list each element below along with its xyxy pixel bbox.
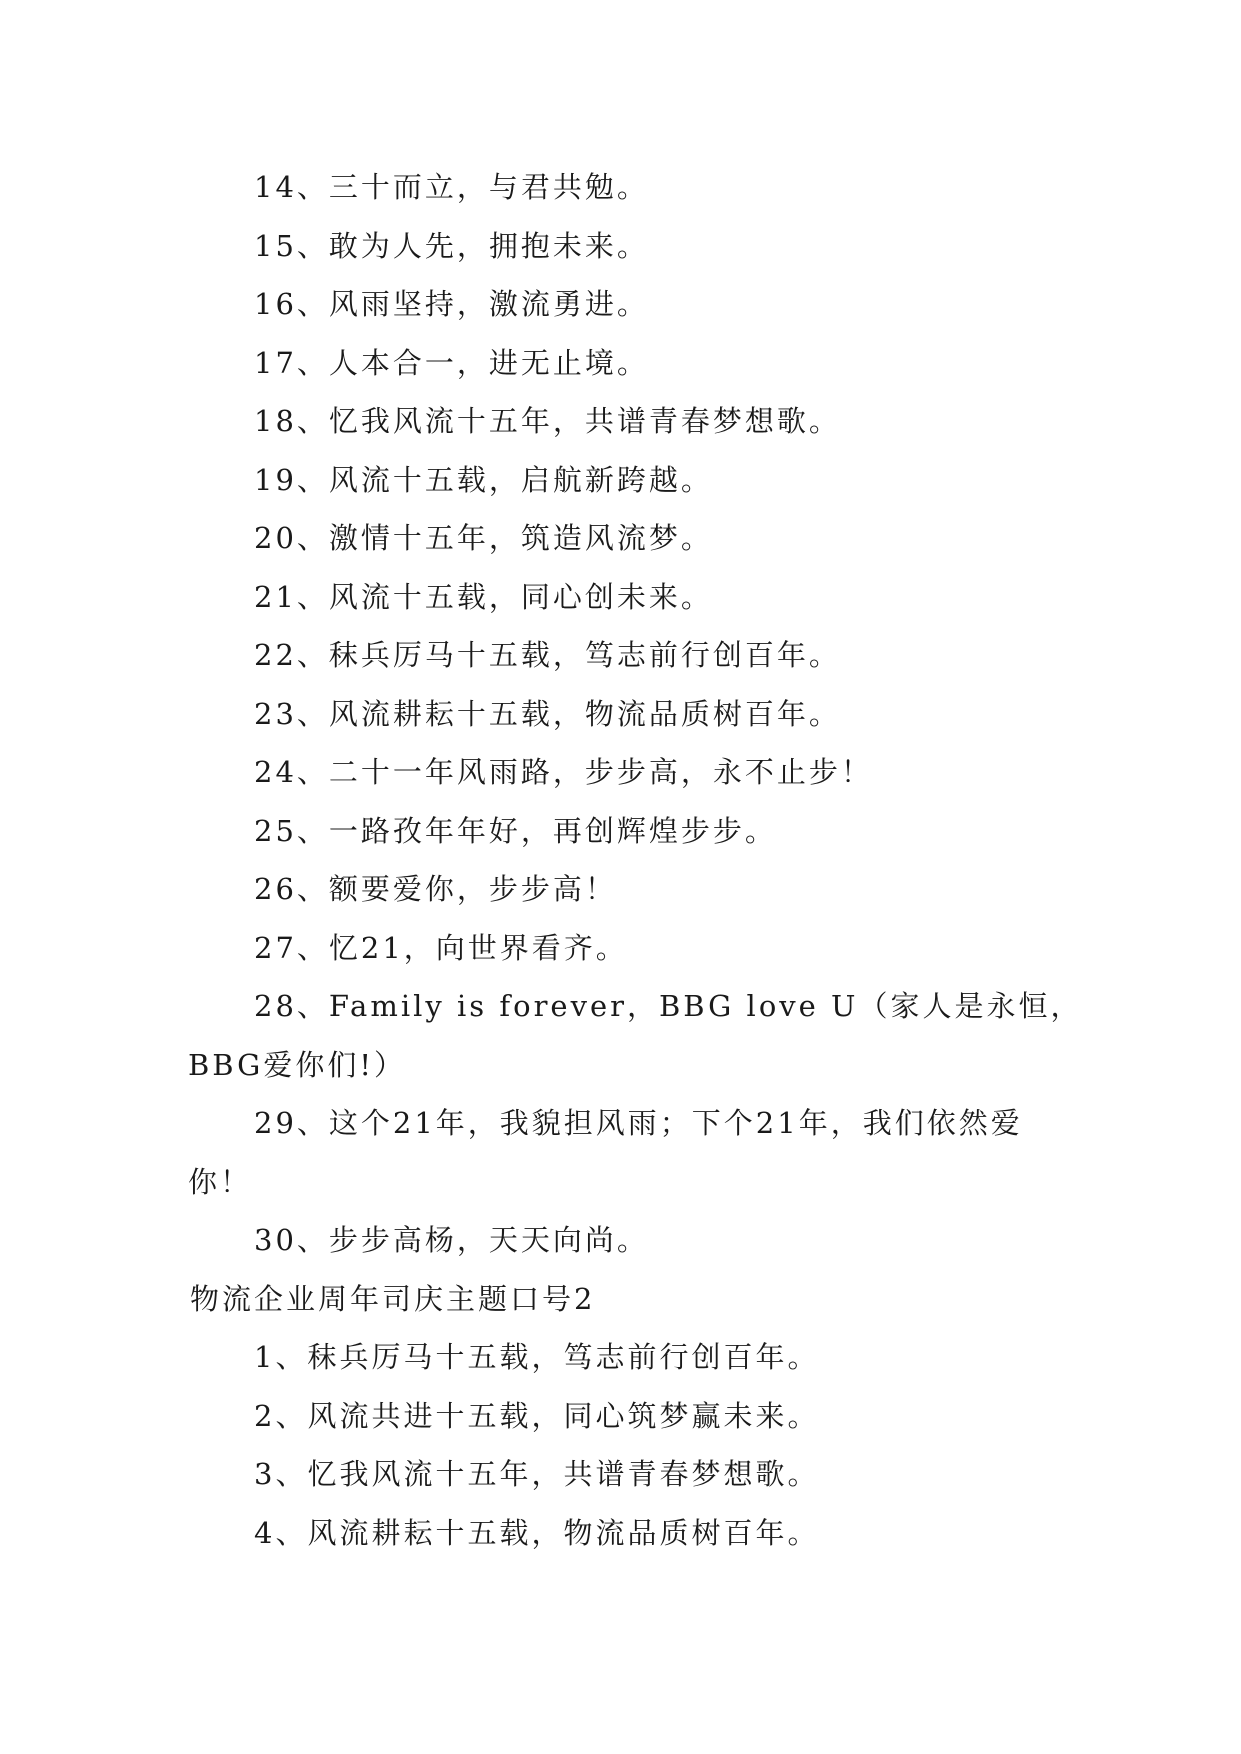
- slogan-item-29-line2: 你！: [188, 1164, 253, 1199]
- slogan-item-27: 27、忆21，向世界看齐。: [254, 930, 628, 965]
- slogan-item-23: 23、风流耕耘十五载，物流品质树百年。: [254, 696, 841, 731]
- slogan-item-19: 19、风流十五载，启航新跨越。: [254, 462, 713, 497]
- slogan-item-18: 18、忆我风流十五年，共谱青春梦想歌。: [254, 404, 841, 438]
- slogan-item-26: 26、额要爱你，步步高！: [254, 872, 617, 906]
- document-body: [188, 158, 1083, 1562]
- slogan-item-22: 22、秣兵厉马十五载，笃志前行创百年。: [254, 638, 841, 672]
- slogan2-item-1: 1、秣兵厉马十五载，笃志前行创百年。: [254, 1340, 820, 1374]
- slogan-item-15: 15、敢为人先，拥抱未来。: [254, 228, 649, 263]
- slogan2-item-3: 3、忆我风流十五年，共谱青春梦想歌。: [254, 1457, 820, 1491]
- slogan-item-28-line1: 28、Family is forever，BBG love U（家人是永恒，: [254, 989, 1083, 1023]
- slogan-item-17: 17、人本合一，进无止境。: [254, 345, 649, 380]
- section-heading: 物流企业周年司庆主题口号2: [190, 1281, 596, 1316]
- slogan-item-14: 14、三十而立，与君共勉。: [254, 170, 649, 204]
- slogan-item-25: 25、一路孜年年好，再创辉煌步步。: [254, 813, 777, 848]
- slogan-item-28-line2: BBG爱你们!）: [188, 1047, 406, 1082]
- slogan-item-16: 16、风雨坚持，激流勇进。: [254, 287, 649, 321]
- slogan-item-30: 30、步步高杨，天天向尚。: [254, 1223, 649, 1257]
- slogan2-item-4: 4、风流耕耘十五载，物流品质树百年。: [254, 1515, 820, 1550]
- slogan-item-29-line1: 29、这个21年，我貌担风雨；下个21年，我们依然爱: [254, 1106, 1023, 1140]
- slogan-item-20: 20、激情十五年，筑造风流梦。: [254, 521, 713, 555]
- slogan-item-21: 21、风流十五载，同心创未来。: [254, 579, 713, 614]
- slogan-item-24: 24、二十一年风雨路，步步高，永不止步！: [254, 755, 873, 789]
- slogan2-item-2: 2、风流共进十五载，同心筑梦赢未来。: [254, 1398, 820, 1433]
